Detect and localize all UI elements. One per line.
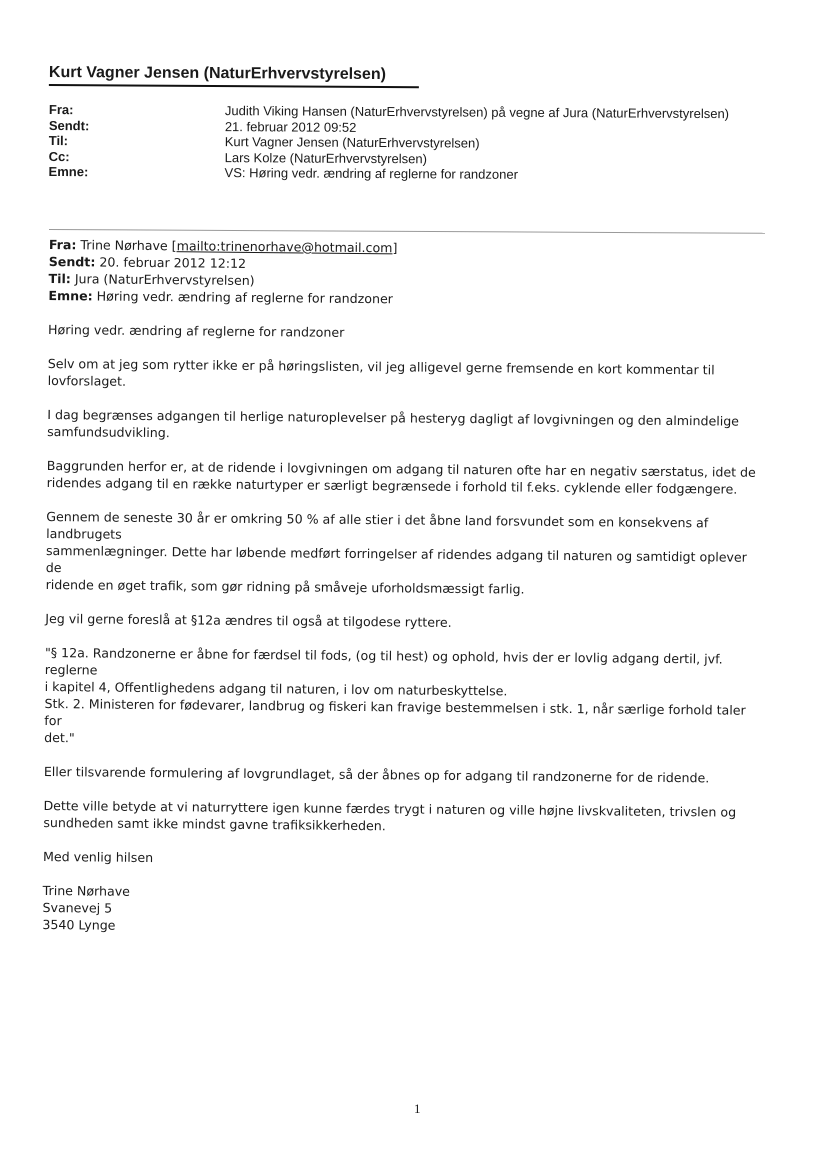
signature-name: Trine Nørhave (42, 882, 131, 899)
body-line: "§ 12a. Randzonerne er åbne for færdsel til fods, (og til hest) og ophold, hvis der er lovlig adgang dertil, jvf. reglerne (44, 644, 723, 678)
header-value: VS: Høring vedr. ændring af reglerne for randzoner (224, 165, 518, 182)
signature-street: Svanevej 5 (42, 899, 113, 916)
forwarded-header (48, 236, 769, 311)
header-label: Emne: (48, 163, 89, 180)
forwarded-to-value: Jura (NaturErhvervstyrelsen) (74, 271, 255, 288)
body-paragraph (43, 797, 763, 838)
body-paragraph (47, 457, 767, 498)
header-value: Lars Kolze (NaturErhvervstyrelsen) (224, 149, 428, 166)
document-title: Kurt Vagner Jensen (NaturErhvervstyrelsen) (49, 64, 419, 88)
header-label: Til: (48, 132, 69, 149)
signature-city: 3540 Lynge (42, 916, 116, 933)
body-line: Dette ville betyde at vi naturryttere igen kunne færdes trygt i naturen og ville højne livskvaliteten, trivslen og (43, 797, 737, 820)
body-paragraph (47, 406, 767, 447)
body-line: sundheden samt ikke mindst gavne trafiksikkerheden. (43, 814, 386, 834)
forwarded-subject-label: Emne: (48, 287, 93, 304)
signature-block (42, 882, 762, 940)
header-label: Sendt: (48, 117, 90, 133)
body-paragraph: Høring vedr. ændring af reglerne for randzoner (48, 321, 345, 340)
email-body (42, 236, 769, 940)
body-line: Gennem de seneste 30 år er omkring 50 % af alle stier i det åbne land forsvundet som en konsekvens af landbrugets (46, 508, 709, 542)
body-line: det." (44, 729, 75, 746)
body-line: lovforslaget. (47, 372, 127, 389)
body-line: ridendes adgang til en række naturtyper er særligt begrænsede i forhold til f.eks. cyklende eller fodgængere. (46, 474, 738, 497)
quoted-law-paragraph (44, 644, 765, 753)
body-line: samfundsudvikling. (47, 423, 170, 441)
email-header (49, 102, 730, 184)
body-line: I dag begrænses adgangen til herlige naturoplevelser på hesteryg dagligt af lovgivningen og den almindelige (47, 406, 740, 429)
forwarded-sent-label: Sendt: (48, 253, 96, 270)
body-line: sammenlægninger. Dette har løbende medført forringelser af ridendes adgang til naturen og samtidigt oplever de (45, 542, 747, 576)
header-label: Fra: (48, 102, 74, 118)
forwarded-subject-value: Høring vedr. ændring af reglerne for randzoner (96, 288, 393, 307)
header-row-subject (49, 164, 729, 184)
forwarded-to-label: Til: (48, 270, 71, 287)
forwarded-from-name: Trine Nørhave (80, 237, 168, 254)
body-line: ridende en øget trafik, som gør ridning på småveje uforholdsmæssigt farlig. (45, 576, 525, 597)
forwarded-sent-value: 20. februar 2012 12:12 (99, 254, 247, 271)
forward-divider (49, 229, 765, 234)
body-line: i kapitel 4, Offentlighedens adgang til naturen, i lov om naturbeskyttelse. (44, 678, 508, 699)
header-value: Kurt Vagner Jensen (NaturErhvervstyrelsen) (224, 134, 480, 151)
body-paragraph (46, 508, 767, 600)
body-line: Selv om at jeg som rytter ikke er på høringslisten, vil jeg alligevel gerne fremsende en kort kommentar til (47, 355, 715, 378)
header-value: Judith Viking Hansen (NaturErhvervstyrelsen) på vegne af Jura (NaturErhvervstyrelsen) (224, 103, 730, 122)
body-paragraph: Jeg vil gerne foreslå at §12a ændres til også at tilgodese ryttere. (45, 610, 452, 630)
header-label: Cc: (48, 148, 70, 164)
forwarded-from-label: Fra: (48, 236, 77, 253)
header-value: 21. februar 2012 09:52 (224, 118, 357, 135)
body-paragraph: Eller tilsvarende formulering af lovgrundlaget, så der åbnes op for adgang til randzonerne for de ridende. (43, 763, 710, 786)
closing-greeting: Med venlig hilsen (42, 848, 154, 866)
body-line: Baggrunden herfor er, at de ridende i lovgivningen om adgang til naturen ofte har en negativ særstatus, idet de (46, 457, 756, 480)
page-number: 1 (414, 1101, 421, 1116)
sender-email-link[interactable]: [mailto:trinenorhave@hotmail.com] (171, 238, 398, 256)
body-line: Stk. 2. Ministeren for fødevarer, landbrug og fiskeri kan fravige bestemmelsen i stk. 1, når særlige forhold taler for (44, 695, 746, 729)
